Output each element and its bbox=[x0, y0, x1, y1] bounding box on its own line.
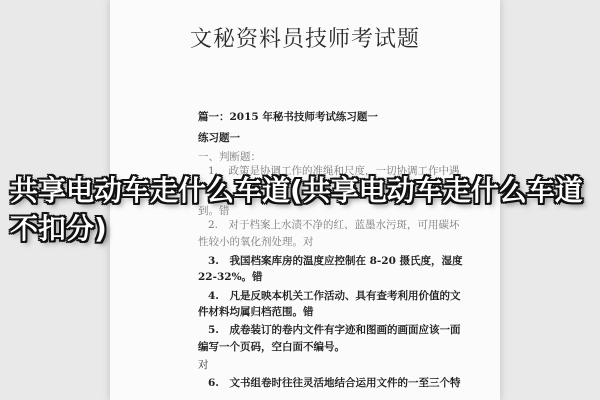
doc-line: 对 bbox=[198, 359, 209, 371]
doc-line: 到。错 bbox=[198, 205, 230, 217]
doc-line: 3. 我国档案库房的温度应控制在 8-20 摄氏度，湿度 bbox=[208, 255, 463, 267]
doc-line: 篇一：2015 年秘书技师考试练习题一 bbox=[198, 111, 378, 123]
doc-line: 2. 对于档案上水渍不净的红、蓝墨水污斑，可用碳坏 bbox=[208, 219, 460, 231]
doc-line: 5. 成卷装订的卷内文件有字迹和图画的画面应该一面 bbox=[208, 324, 461, 336]
doc-line: 22-32%。错 bbox=[198, 271, 263, 283]
doc-line: 1. 政策是协调工作的准绳和尺度，一切协调工作中遇 bbox=[208, 165, 460, 177]
doc-line: 4. 凡是反映本机关工作活动、具有查考利用价值的文 bbox=[208, 290, 461, 302]
doc-line: 练习题一 bbox=[198, 132, 240, 144]
doc-line: 6. 文书组卷时往往灵活地结合运用文件的一至三个特 bbox=[208, 377, 461, 389]
doc-line: 件材料均属归档范围。错 bbox=[198, 306, 314, 318]
doc-line: 编写一个页码，空白面不编号。 bbox=[198, 341, 345, 353]
document-title: 文秘资料员技师考试题 bbox=[189, 27, 420, 52]
doc-line: 性较小的氧化剂处理。对 bbox=[198, 236, 314, 248]
doc-line: 一、判断题： bbox=[198, 151, 261, 163]
overlay-headline: 共享电动车走什么车道(共享电动车走什么车道不扣分) bbox=[10, 174, 583, 245]
